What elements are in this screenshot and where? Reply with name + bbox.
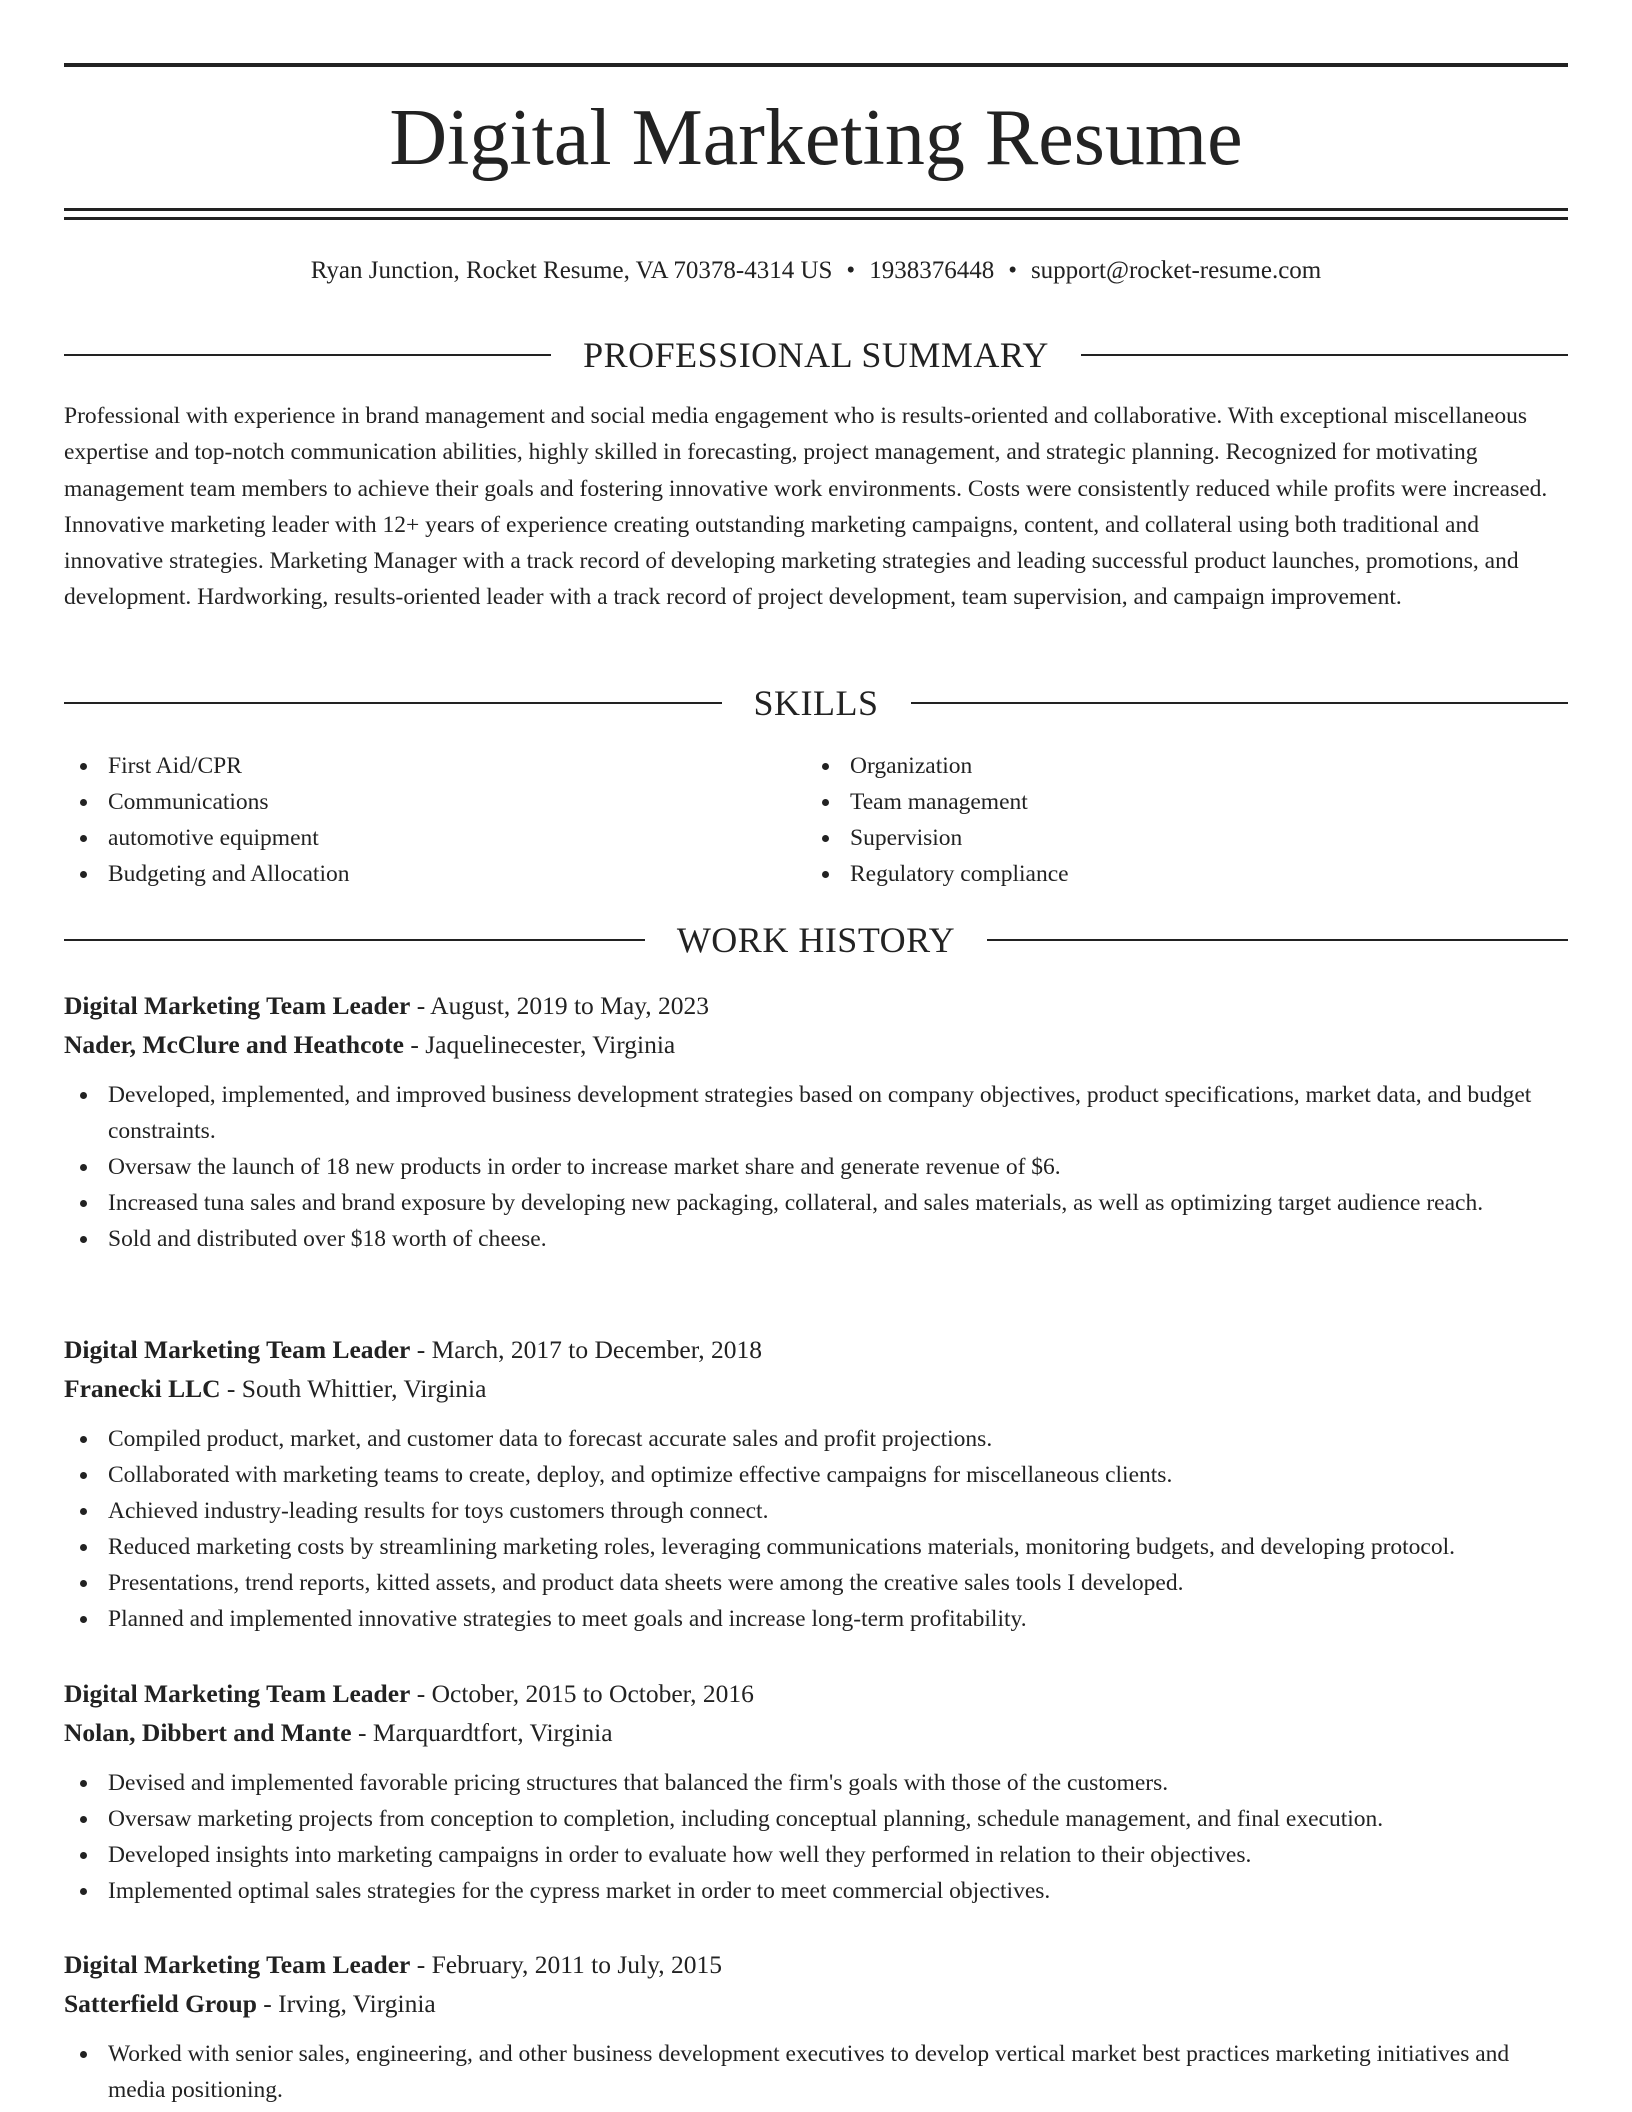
job-bullet: Achieved industry-leading results for toys customers through connect. bbox=[64, 1493, 1568, 1529]
job-entry bbox=[64, 1330, 1568, 1637]
job-entry bbox=[64, 1674, 1568, 1909]
title-double-rule bbox=[64, 208, 1568, 220]
job-bullet: Worked with senior sales, engineering, and other business development executives to develop vertical market best practices marketing initiatives and media positioning. bbox=[64, 2036, 1568, 2108]
job-bullet: Increased tuna sales and brand exposure by developing new packaging, collateral, and sales materials, as well as optimizing target audience reach. bbox=[64, 1185, 1568, 1221]
job-bullet: Sold and distributed over $18 worth of cheese. bbox=[64, 1221, 1568, 1257]
page-title: Digital Marketing Resume bbox=[389, 94, 1243, 182]
job-entry bbox=[64, 1945, 1568, 2108]
contact-separator: • bbox=[1008, 257, 1017, 284]
skills-list-left bbox=[64, 748, 744, 892]
contact-email: support@rocket-resume.com bbox=[1030, 257, 1322, 284]
section-header-work bbox=[64, 918, 1568, 962]
job-location: - Jaquelinecester, Virginia bbox=[410, 1030, 676, 1059]
job-company-line bbox=[64, 1025, 1568, 1064]
job-bullets bbox=[64, 2036, 1568, 2108]
section-rule bbox=[987, 939, 1568, 941]
job-location: - South Whittier, Virginia bbox=[226, 1374, 487, 1403]
job-bullet: Developed insights into marketing campaigns in order to evaluate how well they performed in relation to their objectives. bbox=[64, 1837, 1568, 1873]
job-title: Digital Marketing Team Leader bbox=[64, 1679, 411, 1708]
job-bullets bbox=[64, 1421, 1568, 1637]
skills-list-right bbox=[806, 748, 1506, 892]
job-bullets bbox=[64, 1765, 1568, 1909]
section-rule bbox=[911, 702, 1569, 704]
job-dates: - August, 2019 to May, 2023 bbox=[416, 991, 710, 1020]
skill-item: Budgeting and Allocation bbox=[64, 856, 744, 892]
job-bullet: Planned and implemented innovative strategies to meet goals and increase long-term profitability. bbox=[64, 1601, 1568, 1637]
job-company-line bbox=[64, 1369, 1568, 1408]
section-rule bbox=[1081, 354, 1568, 356]
job-title-line bbox=[64, 986, 1568, 1025]
job-title: Digital Marketing Team Leader bbox=[64, 1335, 411, 1364]
job-title-line bbox=[64, 1674, 1568, 1713]
job-location: - Marquardtfort, Virginia bbox=[357, 1718, 613, 1747]
skill-item: Supervision bbox=[806, 820, 1506, 856]
skill-item: Communications bbox=[64, 784, 744, 820]
job-dates: - October, 2015 to October, 2016 bbox=[416, 1679, 754, 1708]
job-bullet: Implemented optimal sales strategies for the cypress market in order to meet commercial objectives. bbox=[64, 1873, 1568, 1909]
job-bullet: Oversaw the launch of 18 new products in order to increase market share and generate revenue of $6. bbox=[64, 1149, 1568, 1185]
summary-paragraph: Professional with experience in brand management and social media engagement who is results-oriented and collaborative. With exceptional miscellaneous expertise and top-notch communication abilities, highly skilled in forecasting, project management, and strategic planning. Recognized for motivating management team members to achieve their goals and fostering innovative work environments. Costs were consistently reduced while profits were increased. Innovative marketing leader with 12+ years of experience creating outstanding marketing campaigns, content, and collateral using both traditional and innovative strategies. Marketing Manager with a track record of developing marketing strategies and leading successful product launches, promotions, and development. Hardworking, results-oriented leader with a track record of project development, team supervision, and campaign improvement. bbox=[64, 403, 1548, 611]
section-rule bbox=[64, 702, 722, 704]
job-dates: - February, 2011 to July, 2015 bbox=[416, 1950, 722, 1979]
job-company-line bbox=[64, 1984, 1568, 2023]
section-rule bbox=[64, 939, 645, 941]
job-title-line bbox=[64, 1945, 1568, 1984]
skill-item: automotive equipment bbox=[64, 820, 744, 856]
top-rule bbox=[64, 63, 1568, 67]
job-bullets bbox=[64, 1077, 1568, 1257]
job-bullet: Devised and implemented favorable pricing structures that balanced the firm's goals with those of the customers. bbox=[64, 1765, 1568, 1801]
job-dates: - March, 2017 to December, 2018 bbox=[416, 1335, 762, 1364]
job-title: Digital Marketing Team Leader bbox=[64, 991, 411, 1020]
job-bullet: Oversaw marketing projects from conception to completion, including conceptual planning, schedule management, and final execution. bbox=[64, 1801, 1568, 1837]
section-title-work: WORK HISTORY bbox=[676, 920, 956, 960]
contact-line bbox=[64, 253, 1568, 289]
job-bullet: Collaborated with marketing teams to create, deploy, and optimize effective campaigns for miscellaneous clients. bbox=[64, 1457, 1568, 1493]
section-rule bbox=[64, 354, 551, 356]
job-bullet: Presentations, trend reports, kitted assets, and product data sheets were among the creative sales tools I developed. bbox=[64, 1565, 1568, 1601]
skill-item: Regulatory compliance bbox=[806, 856, 1506, 892]
job-company: Nader, McClure and Heathcote bbox=[64, 1030, 404, 1059]
job-location: - Irving, Virginia bbox=[263, 1989, 436, 2018]
job-bullet: Developed, implemented, and improved business development strategies based on company objectives, product specifications, market data, and budget constraints. bbox=[64, 1077, 1568, 1149]
contact-phone: 1938376448 bbox=[869, 257, 995, 284]
job-title-line bbox=[64, 1330, 1568, 1369]
job-company: Satterfield Group bbox=[64, 1989, 257, 2018]
contact-address: Ryan Junction, Rocket Resume, VA 70378-4314 US bbox=[310, 257, 833, 284]
job-company-line bbox=[64, 1713, 1568, 1752]
section-title-summary: PROFESSIONAL SUMMARY bbox=[583, 335, 1049, 375]
job-bullet: Compiled product, market, and customer data to forecast accurate sales and profit projections. bbox=[64, 1421, 1568, 1457]
section-header-summary bbox=[64, 333, 1568, 377]
job-entry bbox=[64, 986, 1568, 1257]
section-header-skills bbox=[64, 681, 1568, 725]
skill-item: Team management bbox=[806, 784, 1506, 820]
job-company: Franecki LLC bbox=[64, 1374, 221, 1403]
contact-separator: • bbox=[846, 257, 856, 284]
skill-item: Organization bbox=[806, 748, 1506, 784]
skill-item: First Aid/CPR bbox=[64, 748, 744, 784]
job-title: Digital Marketing Team Leader bbox=[64, 1950, 411, 1979]
job-bullet: Reduced marketing costs by streamlining marketing roles, leveraging communications materials, monitoring budgets, and developing protocol. bbox=[64, 1529, 1568, 1565]
job-company: Nolan, Dibbert and Mante bbox=[64, 1718, 352, 1747]
section-title-skills: SKILLS bbox=[753, 683, 879, 723]
